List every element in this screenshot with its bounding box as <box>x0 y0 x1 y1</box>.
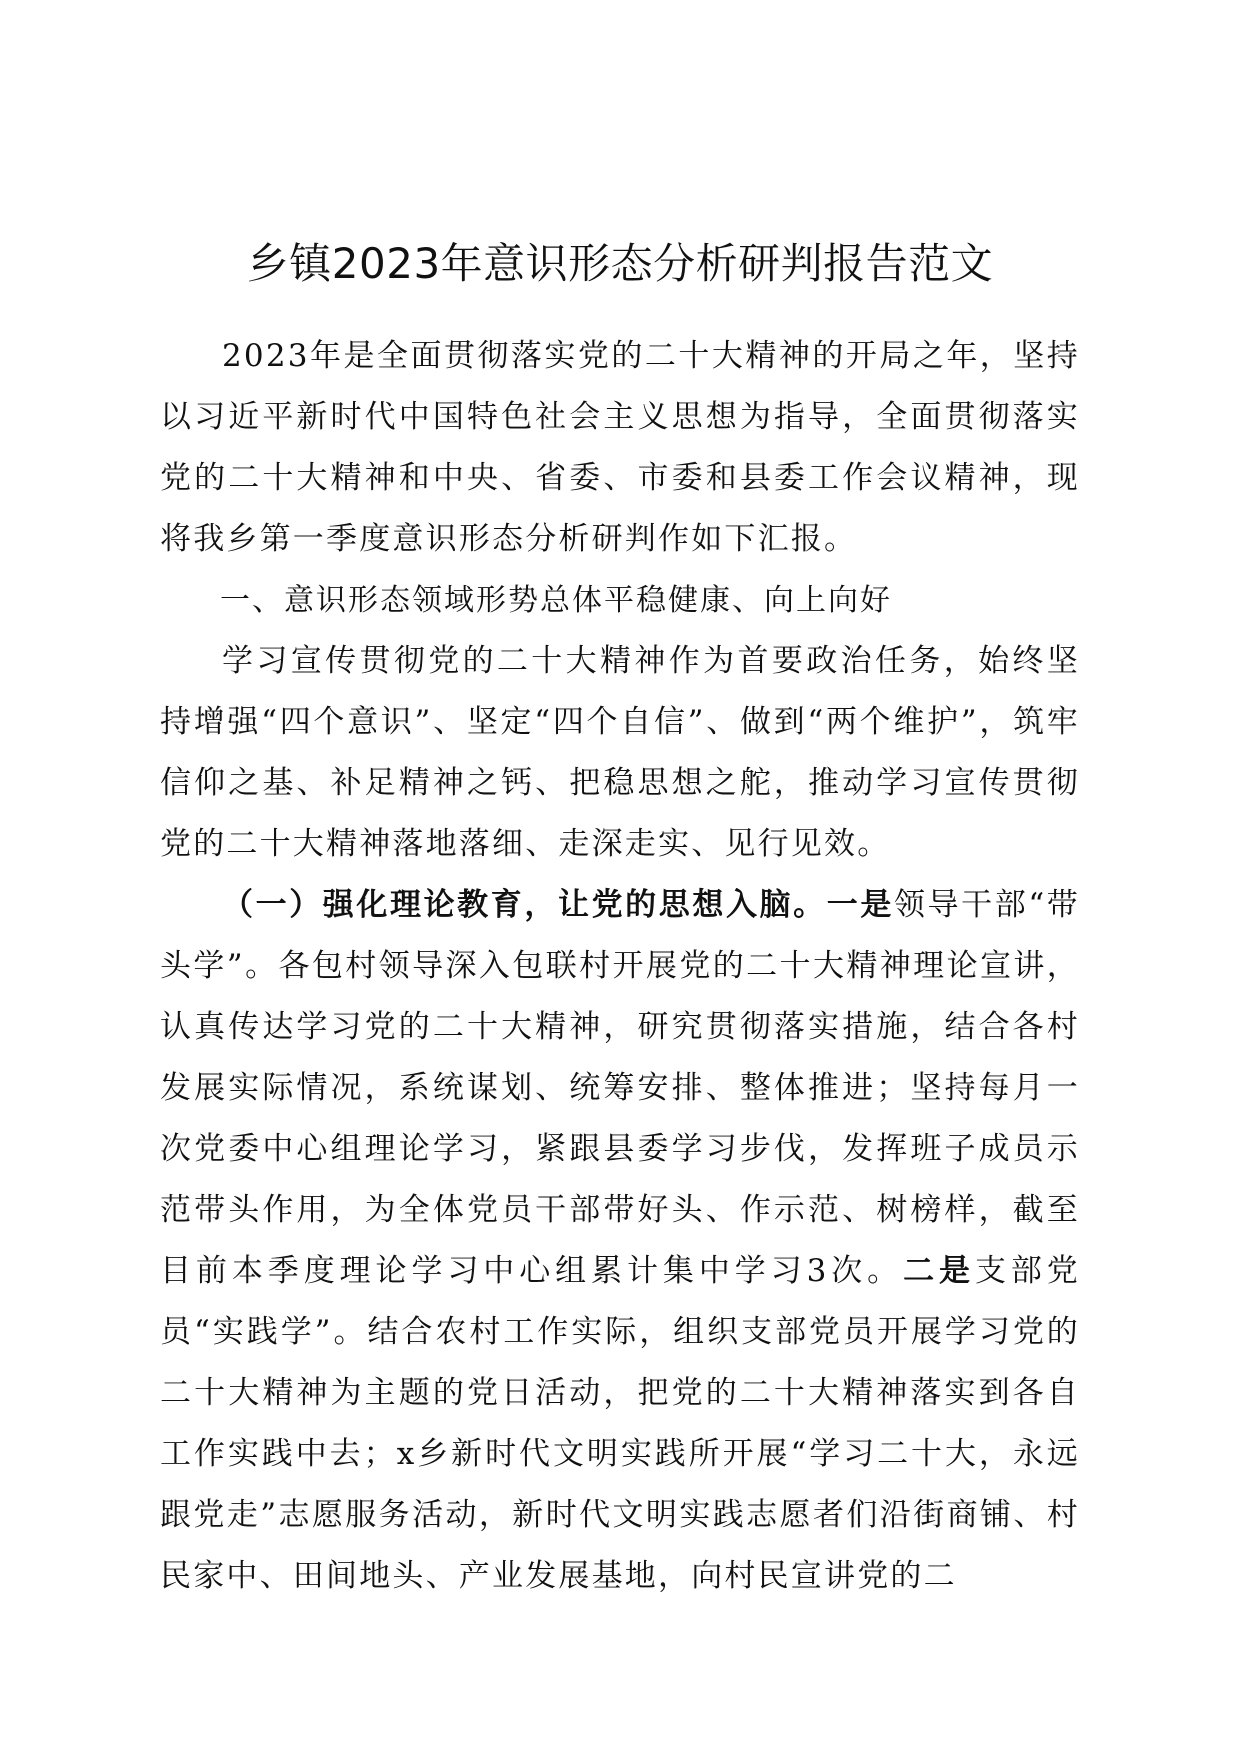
subsection-1-heading: （一）强化理论教育，让党的思想入脑。 <box>222 887 827 923</box>
point-1-lead: 一是 <box>826 887 894 923</box>
subsection-1-paragraph <box>160 875 1080 1607</box>
point-2-lead: 二是 <box>903 1253 975 1289</box>
document-title: 乡镇2023年意识形态分析研判报告范文 <box>246 239 994 288</box>
point-1-text: 领导干部“带头学”。各包村领导深入包联村开展党的二十大精神理论宣讲，认真传达学习党的二十大精神，研究贯彻落实措施，结合各村发展实际情况，系统谋划、统筹安排、整体推进；坚持每月一次党委中心组理论学习，紧跟县委学习步伐，发挥班子成员示范带头作用，为全体党员干部带好头、作示范、树榜样，截至目前本季度理论学习中心组累计集中学习3次。 <box>160 887 1080 1289</box>
section-1-paragraph: 学习宣传贯彻党的二十大精神作为首要政治任务，始终坚持增强“四个意识”、坚定“四个自信”、做到“两个维护”，筑牢信仰之基、补足精神之钙、把稳思想之舵，推动学习宣传贯彻党的二十大精神落地落细、走深走实、见行见效。 <box>160 643 1080 862</box>
document-body <box>160 326 1080 1607</box>
intro-paragraph: 2023年是全面贯彻落实党的二十大精神的开局之年，坚持以习近平新时代中国特色社会主义思想为指导，全面贯彻落实党的二十大精神和中央、省委、市委和县委工作会议精神，现将我乡第一季度意识形态分析研判作如下汇报。 <box>160 338 1080 557</box>
section-1-heading: 一、意识形态领域形势总体平稳健康、向上向好 <box>220 583 892 618</box>
point-2-text: 支部党员“实践学”。结合农村工作实际，组织支部党员开展学习党的二十大精神为主题的党日活动，把党的二十大精神落实到各自工作实践中去；x乡新时代文明实践所开展“学习二十大，永远跟党走”志愿服务活动，新时代文明实践志愿者们沿街商铺、村民家中、田间地头、产业发展基地，向村民宣讲党的二 <box>160 1253 1080 1594</box>
